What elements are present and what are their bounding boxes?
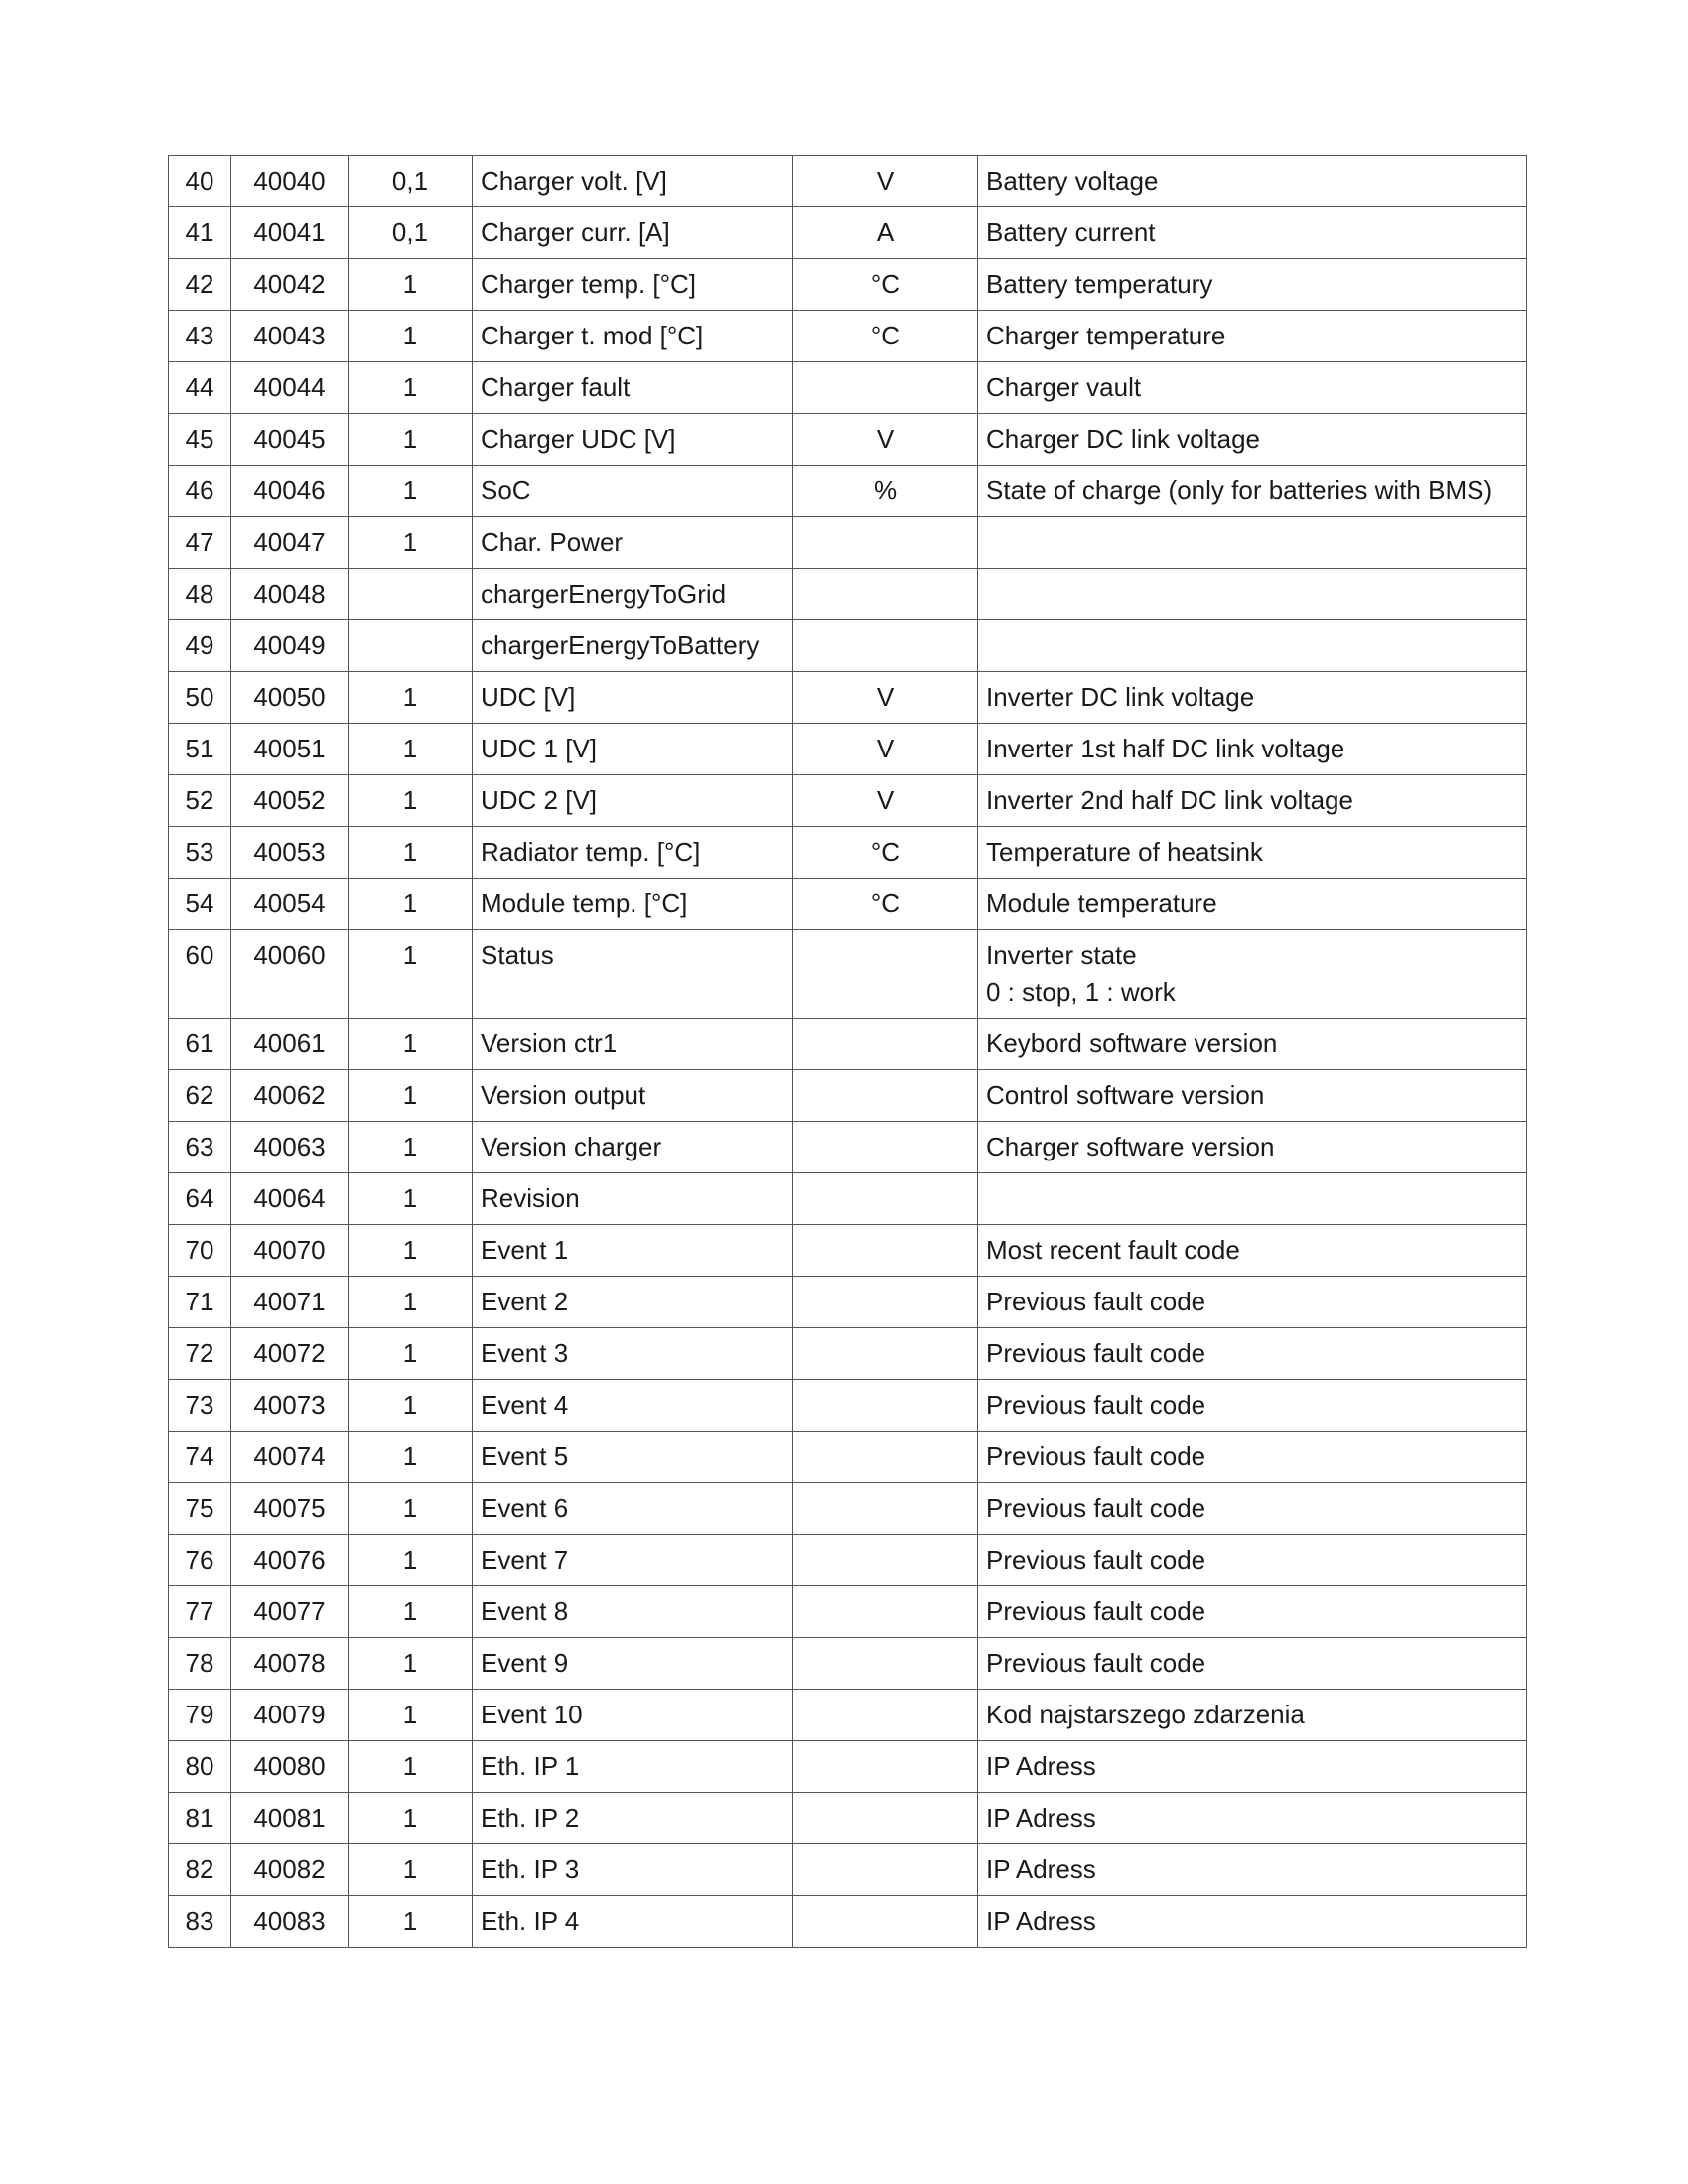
multiplier-cell: 1 (349, 1483, 473, 1535)
description-line: Previous fault code (986, 1390, 1206, 1420)
register-number-cell: 63 (169, 1122, 231, 1173)
parameter-name-cell: Status (473, 930, 793, 1019)
table-row (169, 1019, 1527, 1070)
register-address-cell: 40070 (231, 1225, 349, 1277)
multiplier-cell: 1 (349, 1225, 473, 1277)
unit-cell: V (793, 724, 978, 775)
unit-cell: V (793, 156, 978, 207)
table-row (169, 1586, 1527, 1638)
description-cell (978, 362, 1527, 414)
unit-cell (793, 1690, 978, 1741)
description-cell (978, 517, 1527, 569)
unit-cell (793, 362, 978, 414)
table-row (169, 1122, 1527, 1173)
multiplier-cell (349, 569, 473, 620)
register-number-cell: 64 (169, 1173, 231, 1225)
unit-cell: °C (793, 827, 978, 879)
description-line: Previous fault code (986, 1287, 1206, 1316)
parameter-name-cell: Eth. IP 3 (473, 1844, 793, 1896)
register-number-cell: 50 (169, 672, 231, 724)
parameter-name-cell: Version output (473, 1070, 793, 1122)
description-line: Previous fault code (986, 1338, 1206, 1368)
unit-cell: °C (793, 311, 978, 362)
parameter-name-cell: Charger fault (473, 362, 793, 414)
table-row (169, 620, 1527, 672)
register-number-cell: 46 (169, 466, 231, 517)
multiplier-cell: 1 (349, 1070, 473, 1122)
parameter-name-cell: Event 10 (473, 1690, 793, 1741)
register-table-body (169, 156, 1527, 1948)
register-address-cell: 40079 (231, 1690, 349, 1741)
parameter-name-cell: Charger t. mod [°C] (473, 311, 793, 362)
unit-cell (793, 1896, 978, 1948)
register-address-cell: 40072 (231, 1328, 349, 1380)
table-row (169, 1070, 1527, 1122)
table-row (169, 1535, 1527, 1586)
register-number-cell: 74 (169, 1432, 231, 1483)
register-address-cell: 40053 (231, 827, 349, 879)
multiplier-cell: 1 (349, 1638, 473, 1690)
description-cell (978, 724, 1527, 775)
table-row (169, 1483, 1527, 1535)
multiplier-cell: 1 (349, 466, 473, 517)
parameter-name-cell: Eth. IP 1 (473, 1741, 793, 1793)
unit-cell (793, 1019, 978, 1070)
multiplier-cell: 1 (349, 311, 473, 362)
parameter-name-cell: Eth. IP 4 (473, 1896, 793, 1948)
multiplier-cell: 1 (349, 930, 473, 1019)
description-line: IP Adress (986, 1751, 1096, 1781)
parameter-name-cell: chargerEnergyToBattery (473, 620, 793, 672)
register-number-cell: 75 (169, 1483, 231, 1535)
register-address-cell: 40082 (231, 1844, 349, 1896)
description-cell (978, 620, 1527, 672)
register-address-cell: 40064 (231, 1173, 349, 1225)
parameter-name-cell: UDC 2 [V] (473, 775, 793, 827)
description-cell (978, 1690, 1527, 1741)
parameter-name-cell: chargerEnergyToGrid (473, 569, 793, 620)
register-number-cell: 61 (169, 1019, 231, 1070)
multiplier-cell: 1 (349, 1380, 473, 1432)
description-line: Charger software version (986, 1132, 1275, 1161)
description-cell (978, 930, 1527, 1019)
register-number-cell: 45 (169, 414, 231, 466)
multiplier-cell: 1 (349, 362, 473, 414)
unit-cell: V (793, 414, 978, 466)
multiplier-cell: 1 (349, 724, 473, 775)
description-cell (978, 259, 1527, 311)
multiplier-cell: 1 (349, 517, 473, 569)
parameter-name-cell: Event 9 (473, 1638, 793, 1690)
table-row (169, 466, 1527, 517)
description-cell (978, 1535, 1527, 1586)
unit-cell (793, 569, 978, 620)
register-number-cell: 48 (169, 569, 231, 620)
description-line: Keybord software version (986, 1028, 1278, 1058)
multiplier-cell: 1 (349, 672, 473, 724)
register-address-cell: 40046 (231, 466, 349, 517)
register-number-cell: 79 (169, 1690, 231, 1741)
unit-cell (793, 1432, 978, 1483)
register-number-cell: 72 (169, 1328, 231, 1380)
register-address-cell: 40041 (231, 207, 349, 259)
register-number-cell: 44 (169, 362, 231, 414)
table-row (169, 1844, 1527, 1896)
multiplier-cell: 1 (349, 775, 473, 827)
unit-cell: V (793, 775, 978, 827)
parameter-name-cell: Event 1 (473, 1225, 793, 1277)
description-line: Inverter state (986, 940, 1137, 970)
description-line: Control software version (986, 1080, 1265, 1110)
description-line: Battery voltage (986, 166, 1159, 196)
table-row (169, 724, 1527, 775)
description-cell (978, 1586, 1527, 1638)
table-row (169, 311, 1527, 362)
table-row (169, 207, 1527, 259)
multiplier-cell: 1 (349, 414, 473, 466)
unit-cell (793, 930, 978, 1019)
table-row (169, 414, 1527, 466)
register-address-cell: 40081 (231, 1793, 349, 1844)
register-number-cell: 62 (169, 1070, 231, 1122)
multiplier-cell: 1 (349, 1328, 473, 1380)
register-number-cell: 53 (169, 827, 231, 879)
register-number-cell: 41 (169, 207, 231, 259)
parameter-name-cell: Charger temp. [°C] (473, 259, 793, 311)
table-row (169, 672, 1527, 724)
description-line: Charger DC link voltage (986, 424, 1261, 454)
description-line: Inverter 1st half DC link voltage (986, 734, 1345, 763)
register-number-cell: 73 (169, 1380, 231, 1432)
table-row (169, 1638, 1527, 1690)
unit-cell (793, 1328, 978, 1380)
table-row (169, 1225, 1527, 1277)
description-cell (978, 1380, 1527, 1432)
unit-cell (793, 1277, 978, 1328)
register-address-cell: 40045 (231, 414, 349, 466)
table-row (169, 1896, 1527, 1948)
register-address-cell: 40073 (231, 1380, 349, 1432)
description-cell (978, 1896, 1527, 1948)
table-row (169, 569, 1527, 620)
description-line: Kod najstarszego zdarzenia (986, 1700, 1305, 1729)
description-cell (978, 1019, 1527, 1070)
unit-cell: A (793, 207, 978, 259)
table-row (169, 259, 1527, 311)
description-cell (978, 466, 1527, 517)
unit-cell (793, 1638, 978, 1690)
parameter-name-cell: Event 8 (473, 1586, 793, 1638)
description-line: Previous fault code (986, 1441, 1206, 1471)
description-cell (978, 1328, 1527, 1380)
register-address-cell: 40062 (231, 1070, 349, 1122)
description-line: State of charge (only for batteries with BMS) (986, 476, 1493, 505)
description-cell (978, 1277, 1527, 1328)
register-address-cell: 40076 (231, 1535, 349, 1586)
multiplier-cell: 0,1 (349, 207, 473, 259)
register-address-cell: 40051 (231, 724, 349, 775)
description-line: Charger temperature (986, 321, 1226, 350)
register-number-cell: 80 (169, 1741, 231, 1793)
multiplier-cell: 1 (349, 1793, 473, 1844)
description-cell (978, 1844, 1527, 1896)
description-line: Most recent fault code (986, 1235, 1240, 1265)
description-line: IP Adress (986, 1854, 1096, 1884)
parameter-name-cell: Event 5 (473, 1432, 793, 1483)
register-address-cell: 40077 (231, 1586, 349, 1638)
description-cell (978, 207, 1527, 259)
unit-cell: °C (793, 259, 978, 311)
multiplier-cell: 1 (349, 1741, 473, 1793)
unit-cell (793, 1793, 978, 1844)
unit-cell (793, 1844, 978, 1896)
parameter-name-cell: Char. Power (473, 517, 793, 569)
parameter-name-cell: Event 3 (473, 1328, 793, 1380)
register-address-cell: 40078 (231, 1638, 349, 1690)
table-row (169, 1380, 1527, 1432)
register-number-cell: 82 (169, 1844, 231, 1896)
description-cell (978, 879, 1527, 930)
description-line: Battery current (986, 217, 1156, 247)
register-number-cell: 43 (169, 311, 231, 362)
unit-cell (793, 1535, 978, 1586)
register-address-cell: 40080 (231, 1741, 349, 1793)
multiplier-cell: 1 (349, 1690, 473, 1741)
table-row (169, 879, 1527, 930)
table-row (169, 1690, 1527, 1741)
unit-cell (793, 1225, 978, 1277)
parameter-name-cell: Event 7 (473, 1535, 793, 1586)
parameter-name-cell: Charger curr. [A] (473, 207, 793, 259)
parameter-name-cell: Event 4 (473, 1380, 793, 1432)
description-cell (978, 775, 1527, 827)
table-row (169, 775, 1527, 827)
register-address-cell: 40050 (231, 672, 349, 724)
multiplier-cell: 1 (349, 1844, 473, 1896)
register-address-cell: 40043 (231, 311, 349, 362)
unit-cell (793, 1586, 978, 1638)
parameter-name-cell: Module temp. [°C] (473, 879, 793, 930)
register-address-cell: 40063 (231, 1122, 349, 1173)
table-row (169, 1277, 1527, 1328)
parameter-name-cell: Eth. IP 2 (473, 1793, 793, 1844)
unit-cell (793, 517, 978, 569)
register-address-cell: 40048 (231, 569, 349, 620)
parameter-name-cell: Event 6 (473, 1483, 793, 1535)
unit-cell: °C (793, 879, 978, 930)
register-address-cell: 40044 (231, 362, 349, 414)
description-cell (978, 1070, 1527, 1122)
description-line: Inverter 2nd half DC link voltage (986, 785, 1353, 815)
description-cell (978, 1122, 1527, 1173)
parameter-name-cell: Version ctr1 (473, 1019, 793, 1070)
multiplier-cell: 0,1 (349, 156, 473, 207)
register-number-cell: 49 (169, 620, 231, 672)
description-cell (978, 1741, 1527, 1793)
register-table (168, 155, 1527, 1948)
parameter-name-cell: UDC [V] (473, 672, 793, 724)
description-cell (978, 569, 1527, 620)
description-line: 0 : stop, 1 : work (986, 977, 1176, 1007)
register-number-cell: 70 (169, 1225, 231, 1277)
description-line: Battery temperatury (986, 269, 1213, 299)
register-address-cell: 40083 (231, 1896, 349, 1948)
parameter-name-cell: Radiator temp. [°C] (473, 827, 793, 879)
multiplier-cell: 1 (349, 1586, 473, 1638)
table-row (169, 517, 1527, 569)
description-line: Inverter DC link voltage (986, 682, 1255, 712)
description-cell (978, 1793, 1527, 1844)
multiplier-cell: 1 (349, 1896, 473, 1948)
table-row (169, 930, 1527, 1019)
parameter-name-cell: SoC (473, 466, 793, 517)
description-line: Temperature of heatsink (986, 837, 1263, 867)
unit-cell (793, 1380, 978, 1432)
table-row (169, 1741, 1527, 1793)
table-row (169, 362, 1527, 414)
description-cell (978, 1173, 1527, 1225)
multiplier-cell: 1 (349, 879, 473, 930)
register-number-cell: 76 (169, 1535, 231, 1586)
description-cell (978, 1225, 1527, 1277)
multiplier-cell: 1 (349, 1432, 473, 1483)
description-line: Previous fault code (986, 1596, 1206, 1626)
register-number-cell: 54 (169, 879, 231, 930)
table-row (169, 1173, 1527, 1225)
description-cell (978, 1483, 1527, 1535)
parameter-name-cell: Revision (473, 1173, 793, 1225)
register-address-cell: 40054 (231, 879, 349, 930)
description-line: Module temperature (986, 888, 1217, 918)
unit-cell (793, 620, 978, 672)
unit-cell (793, 1070, 978, 1122)
description-cell (978, 311, 1527, 362)
register-address-cell: 40052 (231, 775, 349, 827)
register-address-cell: 40040 (231, 156, 349, 207)
register-number-cell: 51 (169, 724, 231, 775)
multiplier-cell: 1 (349, 1535, 473, 1586)
unit-cell: % (793, 466, 978, 517)
description-line: Previous fault code (986, 1493, 1206, 1523)
unit-cell (793, 1483, 978, 1535)
register-number-cell: 47 (169, 517, 231, 569)
description-cell (978, 672, 1527, 724)
table-row (169, 827, 1527, 879)
multiplier-cell: 1 (349, 827, 473, 879)
register-number-cell: 60 (169, 930, 231, 1019)
register-address-cell: 40047 (231, 517, 349, 569)
register-number-cell: 83 (169, 1896, 231, 1948)
register-number-cell: 77 (169, 1586, 231, 1638)
multiplier-cell: 1 (349, 1173, 473, 1225)
description-cell (978, 414, 1527, 466)
register-address-cell: 40075 (231, 1483, 349, 1535)
register-address-cell: 40074 (231, 1432, 349, 1483)
register-number-cell: 78 (169, 1638, 231, 1690)
table-row (169, 1793, 1527, 1844)
register-address-cell: 40060 (231, 930, 349, 1019)
register-number-cell: 40 (169, 156, 231, 207)
description-line: IP Adress (986, 1803, 1096, 1833)
unit-cell (793, 1122, 978, 1173)
table-row (169, 1328, 1527, 1380)
parameter-name-cell: Charger volt. [V] (473, 156, 793, 207)
parameter-name-cell: Version charger (473, 1122, 793, 1173)
register-number-cell: 71 (169, 1277, 231, 1328)
description-cell (978, 827, 1527, 879)
unit-cell (793, 1741, 978, 1793)
parameter-name-cell: Charger UDC [V] (473, 414, 793, 466)
description-line: Charger vault (986, 372, 1142, 402)
register-address-cell: 40042 (231, 259, 349, 311)
parameter-name-cell: Event 2 (473, 1277, 793, 1328)
table-row (169, 1432, 1527, 1483)
multiplier-cell (349, 620, 473, 672)
description-cell (978, 156, 1527, 207)
multiplier-cell: 1 (349, 1277, 473, 1328)
parameter-name-cell: UDC 1 [V] (473, 724, 793, 775)
register-number-cell: 81 (169, 1793, 231, 1844)
multiplier-cell: 1 (349, 1019, 473, 1070)
description-cell (978, 1638, 1527, 1690)
register-address-cell: 40061 (231, 1019, 349, 1070)
register-address-cell: 40071 (231, 1277, 349, 1328)
table-row (169, 156, 1527, 207)
register-address-cell: 40049 (231, 620, 349, 672)
description-line: IP Adress (986, 1906, 1096, 1936)
multiplier-cell: 1 (349, 1122, 473, 1173)
register-number-cell: 52 (169, 775, 231, 827)
multiplier-cell: 1 (349, 259, 473, 311)
register-number-cell: 42 (169, 259, 231, 311)
description-cell (978, 1432, 1527, 1483)
description-line: Previous fault code (986, 1648, 1206, 1678)
description-line: Previous fault code (986, 1545, 1206, 1574)
unit-cell (793, 1173, 978, 1225)
unit-cell: V (793, 672, 978, 724)
